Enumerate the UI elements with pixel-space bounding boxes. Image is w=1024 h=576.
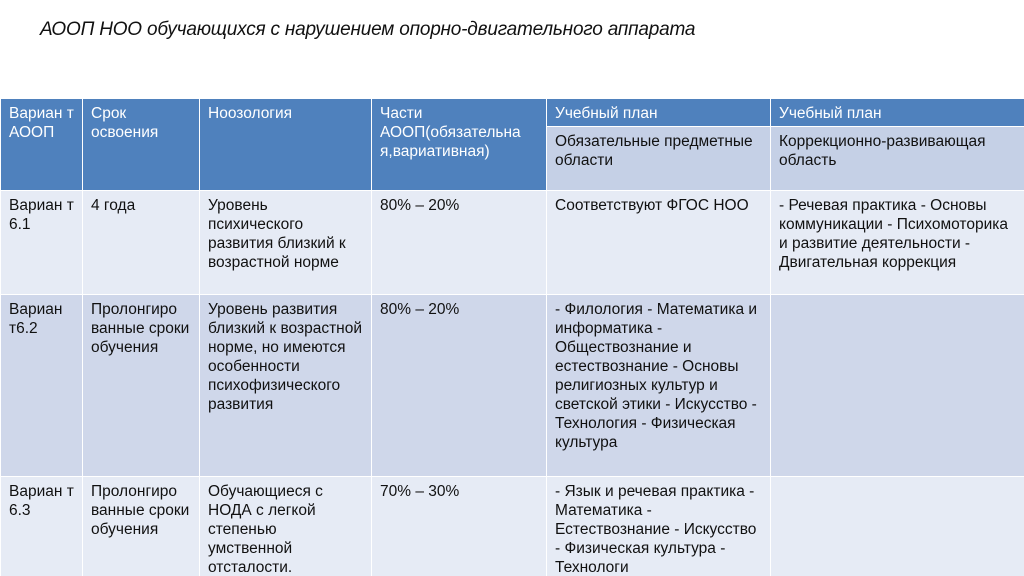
cell-term: 4 года: [83, 191, 200, 295]
table-row: [1, 295, 1024, 477]
slide-title: АООП НОО обучающихся с нарушением опорно-двигательного аппарата: [40, 19, 696, 40]
cell-term: Пролонгиро ванные сроки обучения: [83, 295, 200, 477]
header-variant: Вариан т АООП: [1, 99, 83, 191]
header-plan-mandatory: Учебный план: [547, 99, 771, 127]
curriculum-table: [0, 98, 1024, 576]
cell-plan-correction: [771, 477, 1024, 576]
cell-nosology: Уровень психического развития близкий к возрастной норме: [200, 191, 372, 295]
header-nosology: Ноозология: [200, 99, 372, 191]
cell-nosology: Уровень развития близкий к возрастной норме, но имеются особенности психофизического развития: [200, 295, 372, 477]
cell-variant: Вариан т 6.3: [1, 477, 83, 576]
cell-plan-mandatory: Соответствуют ФГОС НОО: [547, 191, 771, 295]
cell-variant: Вариан т 6.1: [1, 191, 83, 295]
cell-variant: Вариан т6.2: [1, 295, 83, 477]
cell-parts: 80% – 20%: [372, 191, 547, 295]
cell-term: Пролонгиро ванные сроки обучения: [83, 477, 200, 576]
table-row: [1, 477, 1024, 576]
subheader-correction-area: Коррекционно-развивающая область: [771, 127, 1024, 191]
header-plan-correction: Учебный план: [771, 99, 1024, 127]
cell-plan-mandatory: - Филология - Математика и информатика - Обществознание и естествознание - Основы религиозных культур и светской этики - Искусство - Технология - Физическая культура: [547, 295, 771, 477]
table-header-row: [1, 99, 1024, 127]
cell-plan-mandatory: - Язык и речевая практика - Математика - Естествознание - Искусство - Физическая культура - Технологи: [547, 477, 771, 576]
cell-plan-correction: [771, 295, 1024, 477]
cell-parts: 80% – 20%: [372, 295, 547, 477]
subheader-mandatory-areas: Обязательные предметные области: [547, 127, 771, 191]
cell-plan-correction: - Речевая практика - Основы коммуникации - Психомоторика и развитие деятельности - Двигательная коррекция: [771, 191, 1024, 295]
cell-parts: 70% – 30%: [372, 477, 547, 576]
table-row: [1, 191, 1024, 295]
cell-nosology: Обучающиеся с НОДА с легкой степенью умственной отсталости.: [200, 477, 372, 576]
header-term: Срок освоения: [83, 99, 200, 191]
header-parts: Части АООП(обязательна я,вариативная): [372, 99, 547, 191]
